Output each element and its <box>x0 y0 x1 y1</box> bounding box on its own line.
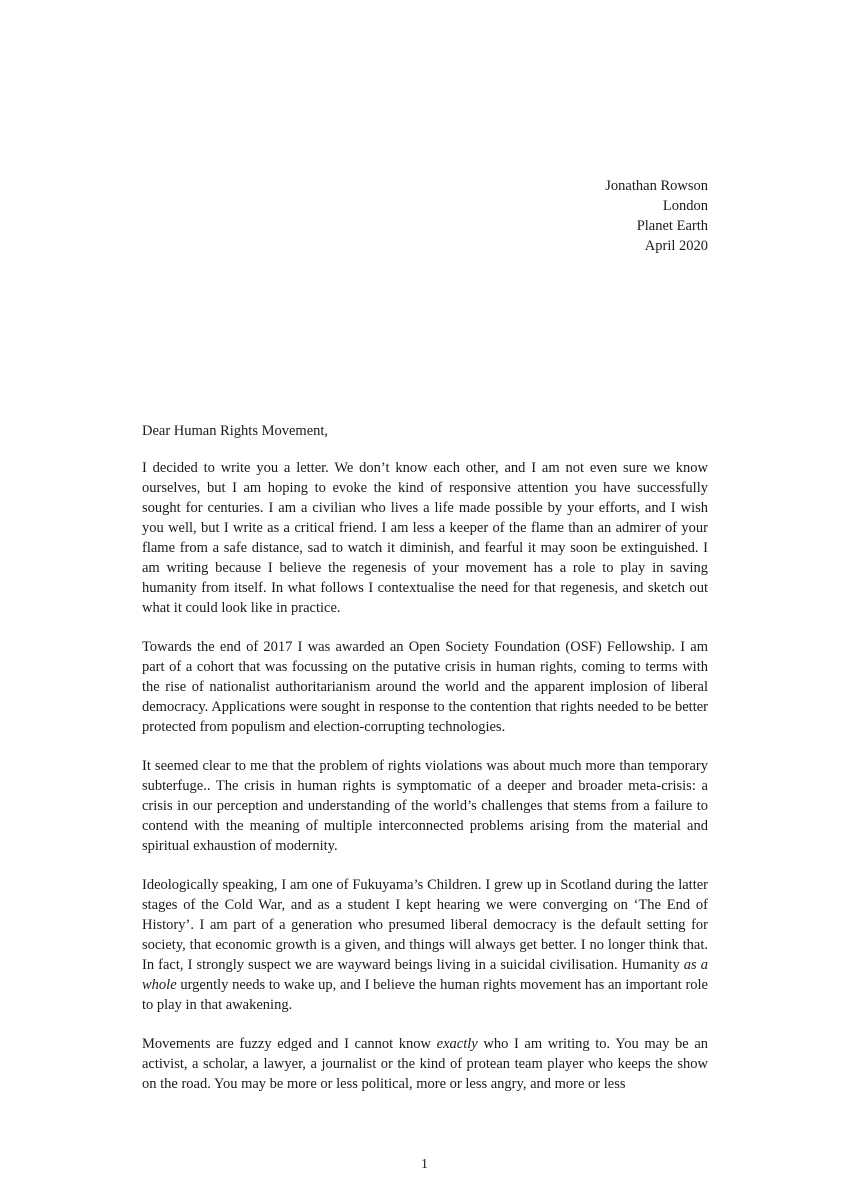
letter-date: April 2020 <box>644 238 708 254</box>
paragraph-4-emphasis: as a whole <box>142 957 708 993</box>
paragraph-5-text-a: Movements are fuzzy edged and I cannot know <box>142 1036 437 1052</box>
paragraph-1: I decided to write you a letter. We don’t know each other, and I am not even sure we know ourselves, but I am hoping to evoke the kind of responsive attention you have successfully sought for centuries. I am a civilian who lives a life made possible by your efforts, and I wish you well, but I write as a critical friend. I am less a keeper of the flame than an admirer of your flame from a safe distance, sad to watch it diminish, and fearful it may soon be extinguished. I am writing because I believe the regenesis of your movement has a role to play in saving humanity from itself. In what follows I contextualise the need for that regenesis, and sketch out what it could look like in practice. <box>142 460 708 616</box>
sender-address-block <box>605 176 708 256</box>
letter-body <box>142 421 708 1113</box>
sender-city: London <box>662 198 708 214</box>
paragraph-5 <box>142 1034 708 1094</box>
paragraph-5-text-b: who I am writing to. You may be an activist, a scholar, a lawyer, a journalist or the kind of protean team player who keeps the show on the road. You may be more or less political, more or less angry, and more or less <box>142 1036 708 1092</box>
paragraph-4-text-b: urgently needs to wake up, and I believe the human rights movement has an important role to play in that awakening. <box>142 977 708 1013</box>
paragraph-4-text-a: Ideologically speaking, I am one of Fukuyama’s Children. I grew up in Scotland during the latter stages of the Cold War, and as a student I kept hearing we were converging on ‘The End of History’. I am part of a generation who presumed liberal democracy is the default setting for society, that economic growth is a given, and things will always get better. I no longer think that. In fact, I strongly suspect we are wayward beings living in a suicidal civilisation. Humanity <box>142 877 708 973</box>
paragraph-5-emphasis: exactly <box>436 1036 478 1052</box>
paragraph-3: It seemed clear to me that the problem of rights violations was about much more than temporary subterfuge.. The crisis in human rights is symptomatic of a deeper and broader meta-crisis: a crisis in our perception and understanding of the world’s challenges that stems from a failure to contend with the meaning of multiple interconnected problems arising from the material and spiritual exhaustion of modernity. <box>142 758 708 854</box>
sender-planet: Planet Earth <box>636 218 708 234</box>
paragraph-4 <box>142 875 708 1015</box>
sender-name: Jonathan Rowson <box>605 178 708 194</box>
page-number: 1 <box>421 1157 428 1172</box>
salutation: Dear Human Rights Movement, <box>142 423 329 439</box>
paragraph-2: Towards the end of 2017 I was awarded an Open Society Foundation (OSF) Fellowship. I am part of a cohort that was focussing on the putative crisis in human rights, coming to terms with the rise of nationalist authoritarianism around the world and the apparent implosion of liberal democracy. Applications were sought in response to the contention that rights needed to be better protected from populism and election-corrupting technologies. <box>142 639 708 735</box>
